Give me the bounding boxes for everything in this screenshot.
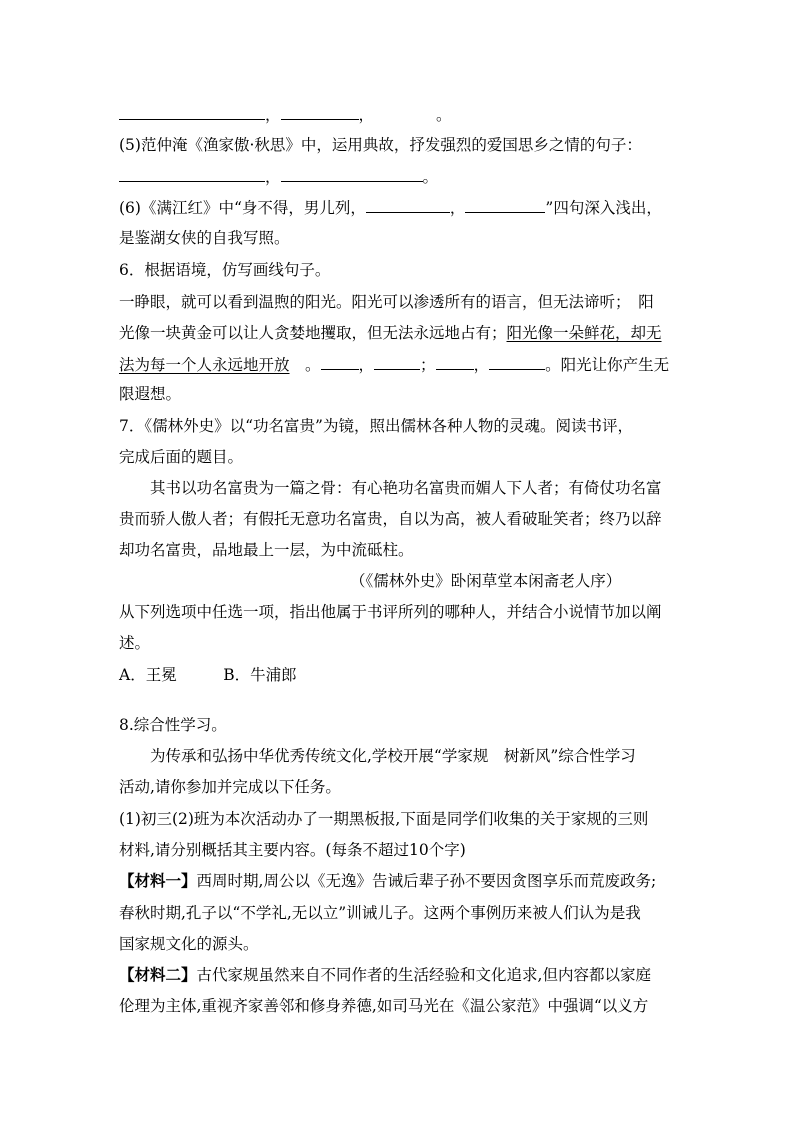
item-7-title: 完成后面的题目。 [119, 448, 244, 466]
separator: ， [265, 106, 281, 124]
answer-blank[interactable] [489, 354, 545, 370]
answer-blank[interactable] [281, 166, 423, 182]
answer-blank[interactable] [366, 197, 450, 213]
separator: ， [473, 356, 490, 374]
separator: 。 [422, 168, 439, 186]
underlined-sentence: 法为每一个人永远地开放 [119, 356, 290, 374]
item-8-title: 8.综合性学习。 [119, 716, 227, 734]
answer-blank[interactable] [465, 197, 545, 213]
material-2 [119, 965, 651, 985]
item-7-title: 7．《儒林外史》以“功名富贵”为镜，照出儒林各种人物的灵魂。阅读书评， [119, 417, 633, 435]
item-7-quote: 却功名富贵，品地最上一层，为中流砥柱。 [119, 541, 414, 559]
item-6-para [119, 354, 669, 375]
separator: 。 [436, 106, 452, 124]
question-6-text: (6)《满江红》中“身不得，男儿列， [119, 199, 366, 217]
material-2-text: 伦理为主体,重视齐家善邻和修身养德,如司马光在《温公家范》中强调“以义方 [119, 997, 649, 1015]
item-7-task: 从下列选项中任选一项，指出他属于书评所列的哪种人，并结合小说情节加以阐 [119, 603, 662, 621]
item-6-text: 光像一块黄金可以让人贪婪地攫取，但无法永远地占有； [119, 324, 507, 342]
answer-blank[interactable] [281, 104, 359, 120]
question-6-line [119, 197, 662, 218]
item-8-sub-1: (1)初三(2)班为本次活动办了一期黑板报,下面是同学们收集的关于家规的三则 [119, 810, 649, 828]
separator: ， [358, 106, 375, 124]
item-7-quote: 其书以功名富贵为一篇之骨：有心艳功名富贵而媚人下人者；有倚仗功名富 [150, 479, 662, 497]
answer-blank[interactable] [119, 104, 265, 120]
answer-blank[interactable] [436, 354, 474, 370]
material-1-label: 【材料一】 [119, 871, 197, 890]
question-6-text-2: 是鉴湖女侠的自我写照。 [119, 229, 290, 247]
underlined-sentence: 阳光像一朵鲜花，却无 [506, 324, 662, 342]
item-6-para: 限遐想。 [119, 385, 182, 403]
item-8-intro: 为传承和弘扬中华优秀传统文化,学校开展“学家规 树新风”综合性学习 [150, 747, 636, 765]
material-1-text: 西周时期,周公以《无逸》告诫后辈子孙不要因贪图享乐而荒废政务; [196, 872, 657, 890]
material-1-text: 国家规文化的源头。 [119, 935, 259, 953]
material-1-text: 春秋时期,孔子以“不学礼,无以立”训诫儿子。这两个事例历来被人们认为是我 [119, 904, 641, 922]
item-8-sub-1: 材料,请分别概括其主要内容。(每条不超过10个字) [119, 841, 466, 859]
item-6-para [119, 323, 662, 343]
item-7-source: （《儒林外史》卧闲草堂本闲斋老人序） [350, 572, 622, 590]
separator: ， [449, 199, 466, 217]
item-7-quote: 贵而骄人傲人者；有假托无意功名富贵，自以为高，被人看破耻笑者；终乃以辞 [119, 510, 662, 528]
item-6-title: 6．根据语境，仿写画线句子。 [119, 261, 331, 279]
answer-blank[interactable] [321, 354, 359, 370]
item-6-text: 。阳光让你产生无 [545, 356, 670, 374]
question-5: (5)范仲淹《渔家傲·秋思》中，运用典故，抒发强烈的爱国思乡之情的句子： [119, 136, 642, 154]
separator: ， [358, 356, 375, 374]
separator: ； [420, 356, 436, 374]
answer-blank[interactable] [119, 166, 265, 182]
question-6-text: ”四句深入浅出， [545, 199, 662, 217]
item-7-options: A．王冕 B．牛浦郎 [119, 666, 297, 684]
material-2-label: 【材料二】 [119, 965, 197, 984]
separator: ， [265, 168, 281, 186]
material-1 [119, 871, 656, 891]
answer-blank[interactable] [374, 354, 420, 370]
material-2-text: 古代家规虽然来自不同作者的生活经验和文化追求,但内容都以家庭 [196, 966, 651, 984]
item-6-para: 一睁眼，就可以看到温煦的阳光。阳光可以渗透所有的语言，但无法谛听； 阳 [119, 293, 654, 311]
blank-line-1 [119, 104, 452, 125]
blank-line-2 [119, 166, 438, 187]
separator: 。 [289, 356, 321, 374]
item-7-task: 述。 [119, 634, 151, 652]
item-8-intro: 活动,请你参加并完成以下任务。 [119, 778, 341, 796]
